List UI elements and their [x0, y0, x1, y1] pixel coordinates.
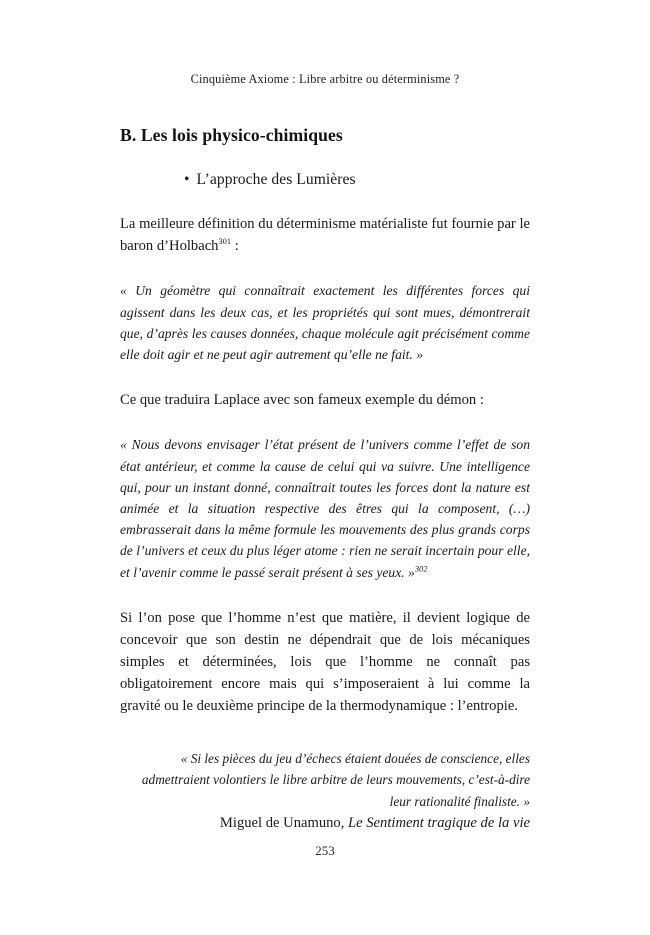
- blockquote-laplace-text: « Nous devons envisager l’état présent de l’univers comme l’effet de son état antérieur, et comme la cause de celui qui va suivre. Une intelligence qui, pour un instant donné, connaîtrait toutes les forces dont la nature est animée et la situation respective des êtres qui la composent, (…) embrasserait dans la même formule les mouvements des plus grands corps de l’univers et ceux du plus léger atome : rien ne serait incertain pour elle, et l’avenir comme le passé serait présent à ses yeux. »: [120, 437, 530, 580]
- bullet-point-icon: •: [184, 171, 190, 188]
- epigraph-quote: « Si les pièces du jeu d’échecs étaient douées de conscience, elles admettraient volontiers le libre arbitre de leurs mouvements, c’est-à-dire leur rationalité finaliste. »: [141, 750, 530, 809]
- blockquote-holbach: « Un géomètre qui connaîtrait exactement les différentes forces qui agissent dans les deux cas, et les propriétés qui sont mues, démontrerait que, d’après les causes données, chaque molécule agit précisément comme elle doit agir et ne peut agir autrement qu’elle ne fait. »: [120, 283, 530, 362]
- intro-paragraph: [120, 213, 530, 257]
- blockquote-laplace: [120, 434, 530, 582]
- page-number: 253: [315, 843, 335, 858]
- intro-paragraph-colon: :: [231, 238, 239, 255]
- page-content: [120, 0, 530, 832]
- footnote-ref-302: 302: [414, 564, 428, 574]
- closing-paragraph: Si l’on pose que l’homme n’est que matière, il devient logique de concevoir que son destin ne dépendrait que de lois mécaniques simples et déterminées, lois que l’homme ne connaît pas obligatoirement encore mais qui s’imposeraient à lui comme la gravité ou le deuxième principe de la thermodynamique : l’entropie.: [120, 609, 530, 715]
- epigraph-work-title: Le Sentiment tragique de la vie: [348, 815, 530, 832]
- epigraph-attribution: [120, 815, 530, 832]
- epigraph-author: Miguel de Unamuno,: [219, 815, 349, 832]
- intro-paragraph-text: La meilleure définition du déterminisme matérialiste fut fournie par le baron d’Holbach: [120, 216, 530, 255]
- bullet-list-item: [184, 171, 530, 189]
- section-heading: B. Les lois physico-chimiques: [120, 125, 343, 145]
- bullet-item-label: L’approche des Lumières: [196, 171, 356, 188]
- laplace-intro-paragraph: Ce que traduira Laplace avec son fameux exemple du démon :: [120, 392, 484, 409]
- running-header: Cinquième Axiome : Libre arbitre ou déterminisme ?: [190, 72, 460, 86]
- footnote-ref-301: 301: [218, 237, 232, 247]
